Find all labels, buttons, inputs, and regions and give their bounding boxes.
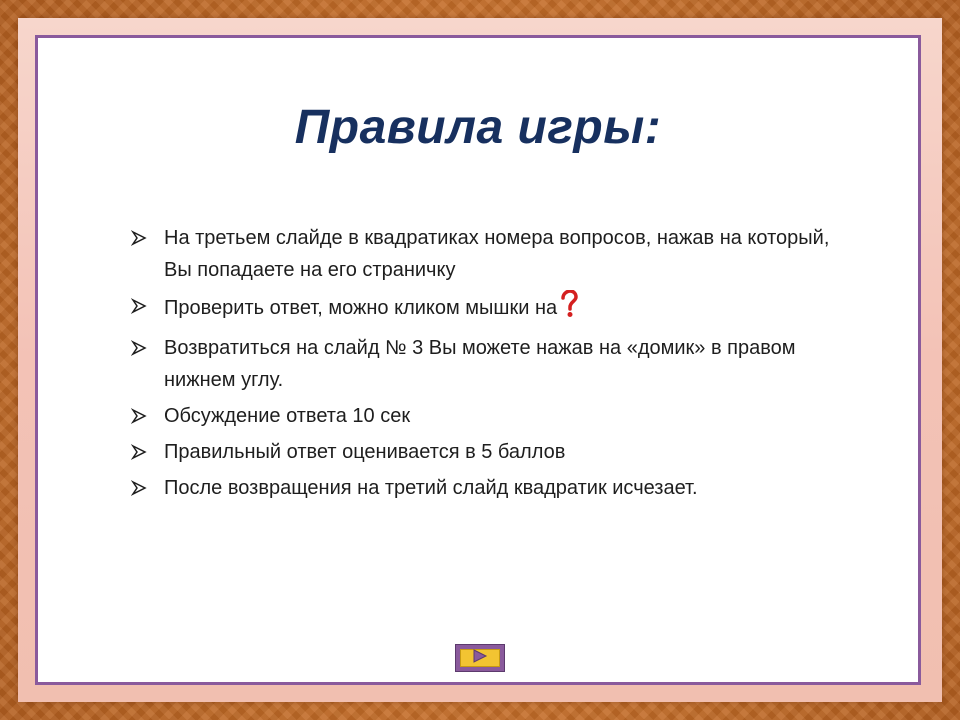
arrow-bullet-icon xyxy=(130,436,148,468)
rule-item xyxy=(130,332,850,396)
next-slide-button[interactable] xyxy=(455,644,505,672)
next-slide-button-face[interactable] xyxy=(460,649,500,667)
arrow-bullet-icon xyxy=(130,332,148,364)
rule-text: Обсуждение ответа 10 сек xyxy=(164,405,411,427)
arrow-bullet-icon xyxy=(130,290,148,322)
rule-item xyxy=(130,436,850,468)
rules-list xyxy=(130,222,850,508)
rule-text: Возвратиться на слайд № 3 Вы можете нажав на «домик» в правом нижнем углу. xyxy=(164,337,796,391)
rule-item xyxy=(130,290,850,328)
arrow-bullet-icon xyxy=(130,400,148,432)
slide-content-panel xyxy=(35,35,921,685)
rule-item xyxy=(130,400,850,432)
rule-text: Правильный ответ оценивается в 5 баллов xyxy=(164,441,566,463)
rule-text: Проверить ответ, можно кликом мышки на xyxy=(164,297,558,319)
rule-text: После возвращения на третий слайд квадратик исчезает. xyxy=(164,477,698,499)
question-mark-icon[interactable] xyxy=(560,290,578,328)
arrow-bullet-icon xyxy=(130,222,148,254)
rule-item xyxy=(130,222,850,286)
rule-text: На третьем слайде в квадратиках номера вопросов, нажав на который, Вы попадаете на его страничку xyxy=(164,227,830,281)
arrow-bullet-icon xyxy=(130,472,148,504)
rule-item xyxy=(130,472,850,504)
play-right-icon xyxy=(472,649,488,668)
slide-title: Правила игры: xyxy=(294,101,662,154)
